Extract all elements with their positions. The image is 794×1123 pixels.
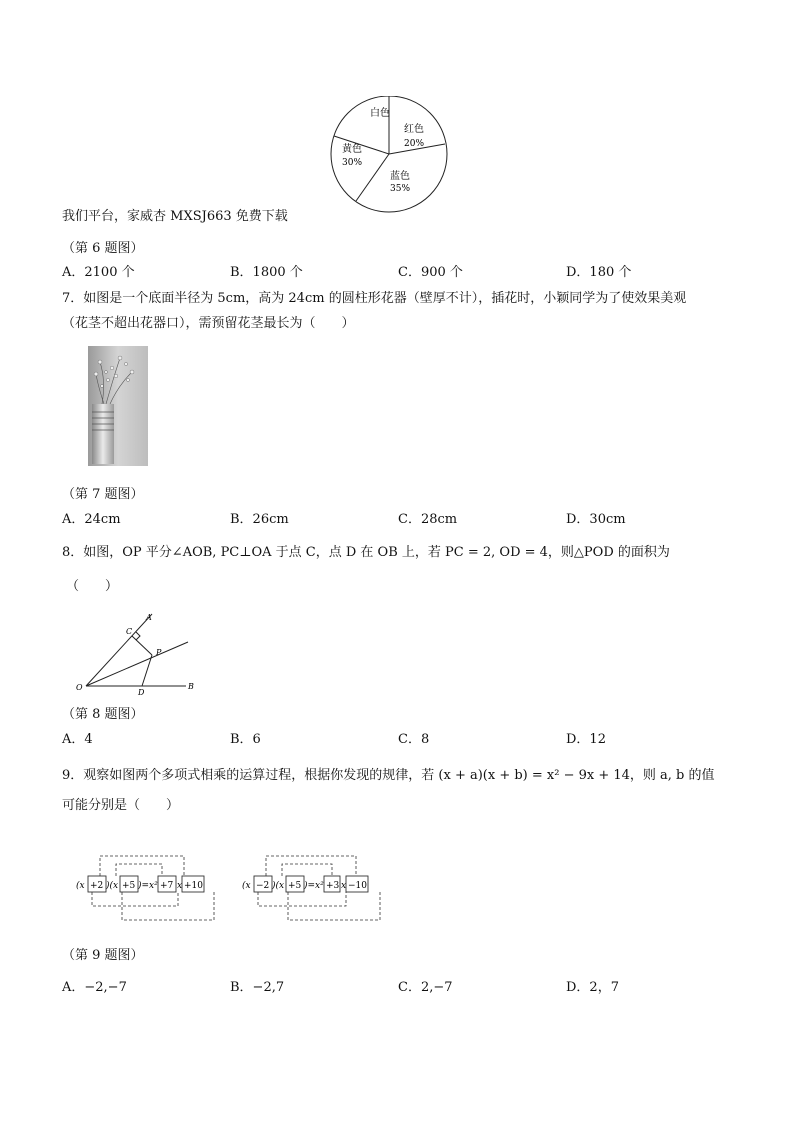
fig1-box3: +7 — [160, 881, 174, 891]
label-a: A — [146, 613, 152, 622]
q9-option-d[interactable]: D．2，7 — [566, 980, 619, 995]
label-b: B — [188, 682, 194, 691]
q7-option-b[interactable]: B．26cm — [230, 512, 289, 527]
q9-option-b[interactable]: B．−2,7 — [230, 980, 285, 995]
q9-caption: （第 9 题图） — [62, 948, 144, 963]
q9-stem-line2: 可能分别是（ ） — [62, 798, 180, 813]
q7-option-c[interactable]: C．28cm — [398, 512, 458, 527]
fig2-box2: +5 — [288, 881, 302, 891]
fig1-box4: +10 — [184, 881, 203, 891]
fig1-mid: )(x — [106, 881, 119, 891]
fig1-box2: +5 — [122, 881, 136, 891]
fig2-box3: +3 — [326, 881, 340, 891]
pie-chart — [328, 96, 458, 216]
fig1-open: (x — [76, 881, 85, 891]
fig1-eq: )=x² — [138, 881, 158, 891]
q6-caption: （第 6 题图） — [62, 241, 144, 256]
q8-stem-line1: 8．如图，OP 平分∠AOB, PC⊥OA 于点 C，点 D 在 OB 上，若 PC = 2, OD = 4，则△POD 的面积为 — [62, 545, 670, 560]
pie-label-yellow: 黄色 — [342, 144, 362, 155]
pie-pct-yellow: 30% — [342, 158, 363, 168]
vase-photo — [88, 346, 148, 466]
q7-caption: （第 7 题图） — [62, 487, 144, 502]
q7-stem-line1: 7．如图是一个底面半径为 5cm，高为 24cm 的圆柱形花器（壁厚不计），插花时，小颖同学为了使效果美观 — [62, 291, 687, 306]
fig2-box4: −10 — [348, 881, 367, 891]
watermark-text: 我们平台，家威杏 MXSJ663 免费下载 — [62, 209, 288, 224]
pie-label-white: 白色 — [370, 108, 390, 119]
q7-option-a[interactable]: A．24cm — [62, 512, 121, 527]
pie-label-blue: 蓝色 — [390, 171, 410, 182]
fig2-open: (x — [242, 881, 251, 891]
q9-figure-2 — [240, 850, 390, 925]
label-o: O — [76, 683, 83, 692]
fig2-mid: )(x — [272, 881, 285, 891]
pie-pct-blue: 35% — [390, 184, 411, 194]
q8-option-d[interactable]: D．12 — [566, 732, 606, 747]
label-d: D — [138, 688, 145, 697]
q9-stem-line1: 9．观察如图两个多项式相乘的运算过程，根据你发现的规律，若 (x + a)(x + b) = x² − 9x + 14，则 a, b 的值 — [62, 768, 715, 783]
pie-pct-red: 20% — [404, 139, 425, 149]
q8-option-b[interactable]: B．6 — [230, 732, 261, 747]
q7-option-d[interactable]: D．30cm — [566, 512, 626, 527]
fig2-x: x — [341, 881, 347, 891]
label-c: C — [126, 627, 133, 636]
q9-option-c[interactable]: C．2,−7 — [398, 980, 453, 995]
q9-option-a[interactable]: A．−2,−7 — [62, 980, 127, 995]
angle-bisector-figure — [70, 608, 200, 698]
q6-option-c[interactable]: C．900 个 — [398, 265, 463, 280]
label-p: P — [156, 648, 162, 657]
q6-option-a[interactable]: A．2100 个 — [62, 265, 135, 280]
fig1-box1: +2 — [90, 881, 104, 891]
q8-stem-line2: （ ） — [66, 579, 119, 594]
q6-option-b[interactable]: B．1800 个 — [230, 265, 303, 280]
pie-label-red: 红色 — [404, 124, 424, 135]
q9-figure-1 — [74, 850, 224, 925]
q7-stem-line2: （花茎不超出花器口），需预留花茎最长为（ ） — [62, 316, 355, 331]
fig2-box1: −2 — [256, 881, 270, 891]
q8-option-c[interactable]: C．8 — [398, 732, 430, 747]
q6-option-d[interactable]: D．180 个 — [566, 265, 632, 280]
q8-option-a[interactable]: A．4 — [62, 732, 93, 747]
fig2-eq: )=x² — [304, 881, 324, 891]
q8-caption: （第 8 题图） — [62, 707, 144, 722]
fig1-x: x — [177, 881, 183, 891]
